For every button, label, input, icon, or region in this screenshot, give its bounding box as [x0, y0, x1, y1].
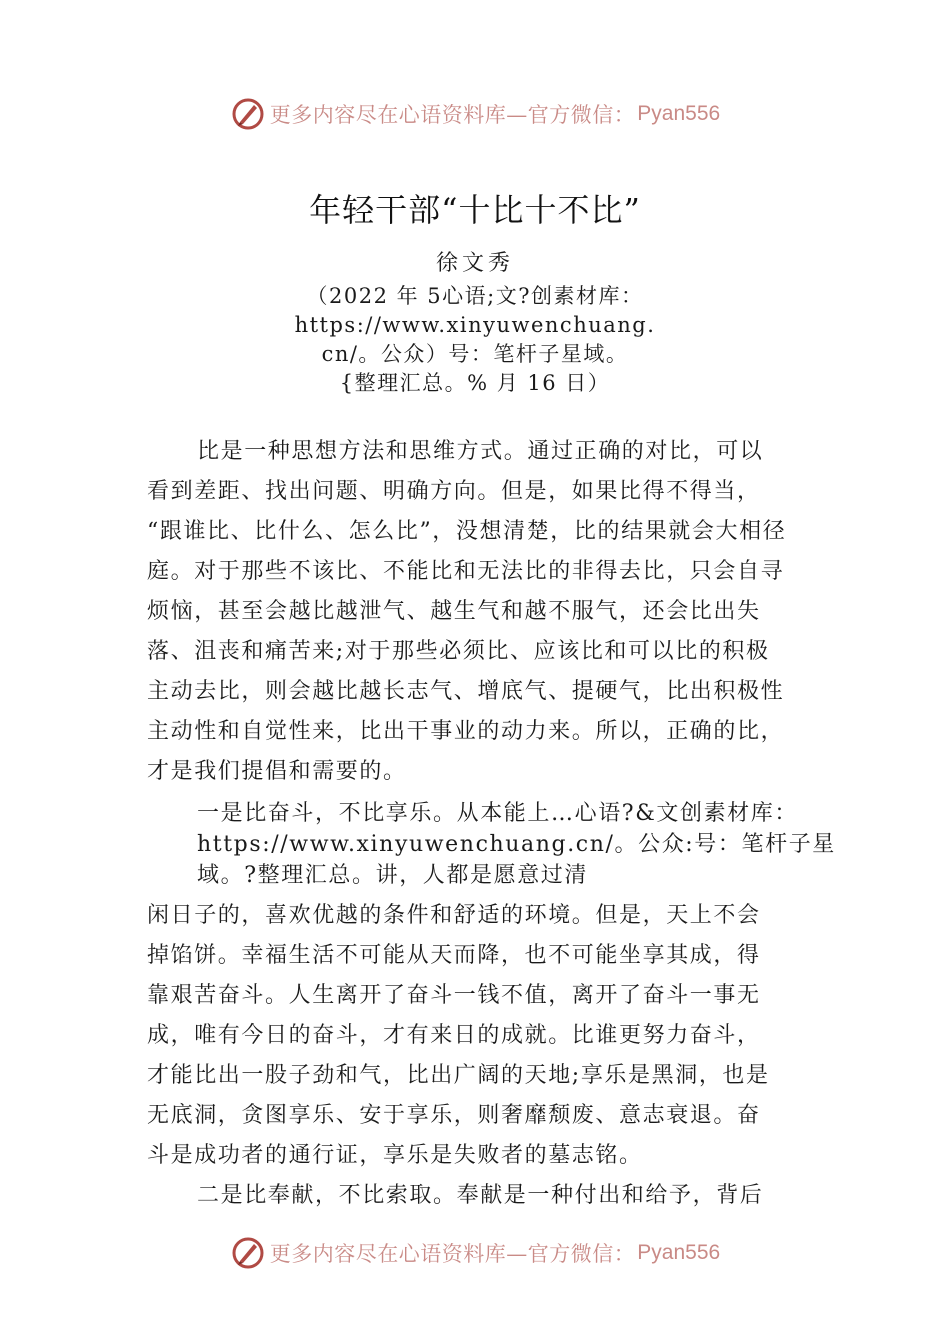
text-line: https://www.xinyuwenchuang.cn/。公众:号：笔杆子星 [197, 832, 836, 857]
text-line: 庭。对于那些不该比、不能比和无法比的非得去比，只会自寻 [147, 559, 785, 584]
text-line: 比是一种思想方法和思维方式。通过正确的对比，可以 [197, 439, 764, 464]
banner-wechat-id: Pyan556 [637, 102, 721, 125]
text-line: 无底洞，贪图享乐、安于享乐，则奢靡颓废、意志衰退。奋 [147, 1103, 761, 1128]
text-line: 闲日子的，喜欢优越的条件和舒适的环境。但是，天上不会 [147, 903, 761, 928]
text-line: 斗是成功者的通行证，享乐是失败者的墓志铭。 [147, 1143, 643, 1168]
text-line: 成，唯有今日的奋斗，才有来日的成就。比谁更努力奋斗， [147, 1023, 761, 1048]
text-line: “跟谁比、比什么、怎么比”，没想清楚，比的结果就会大相径 [147, 519, 787, 544]
text-line: 掉馅饼。幸福生活不可能从天而降，也不可能坐享其成，得 [147, 943, 761, 968]
document-title: 年轻干部“十比十不比” [309, 191, 641, 229]
banner-wechat-id: Pyan556 [637, 1241, 721, 1264]
text-line: 一是比奋斗，不比享乐。从本能上…心语?&文创素材库： [197, 801, 798, 826]
footer-banner [0, 1233, 950, 1273]
quill-pen-icon [230, 96, 266, 132]
text-line: 才能比出一股子劲和气，比出广阔的天地;享乐是黑洞，也是 [147, 1063, 770, 1088]
document-author: 徐文秀 [435, 251, 514, 276]
paragraph-first-point [147, 798, 836, 891]
paragraph-intro [147, 432, 819, 792]
header-banner [0, 94, 950, 134]
banner-text: 更多内容尽在心语资料库—官方微信： [269, 1242, 636, 1266]
banner-text: 更多内容尽在心语资料库—官方微信： [269, 103, 636, 127]
text-line: 主动性和自觉性来，比出干事业的动力来。所以，正确的比， [147, 719, 785, 744]
text-line: 靠艰苦奋斗。人生离开了奋斗一钱不值，离开了奋斗一事无 [147, 983, 761, 1008]
source-note [0, 282, 950, 398]
source-line: https://www.xinyuwenchuang. [294, 313, 656, 337]
text-line: 二是比奉献，不比索取。奉献是一种付出和给予，背后 [197, 1183, 764, 1208]
text-line: 主动去比，则会越比越长志气、增底气、提硬气，比出积极性 [147, 679, 785, 704]
source-line: {整理汇总。% 月 16 日） [339, 371, 611, 395]
text-line: 看到差距、找出问题、明确方向。但是，如果比得不得当， [147, 479, 761, 504]
text-line: 域。?整理汇总。讲，人都是愿意过清 [197, 863, 588, 888]
text-line: 才是我们提倡和需要的。 [147, 759, 407, 784]
text-line: 落、沮丧和痛苦来;对于那些必须比、应该比和可以比的积极 [147, 639, 770, 664]
source-line: （2022 年 5心语;文?创素材库： [306, 284, 644, 308]
source-line: cn/。公众）号：笔杆子星域。 [321, 342, 629, 366]
quill-pen-icon [230, 1235, 266, 1271]
text-line: 烦恼，甚至会越比越泄气、越生气和越不服气，还会比出失 [147, 599, 761, 624]
paragraph-continued [147, 896, 819, 1216]
